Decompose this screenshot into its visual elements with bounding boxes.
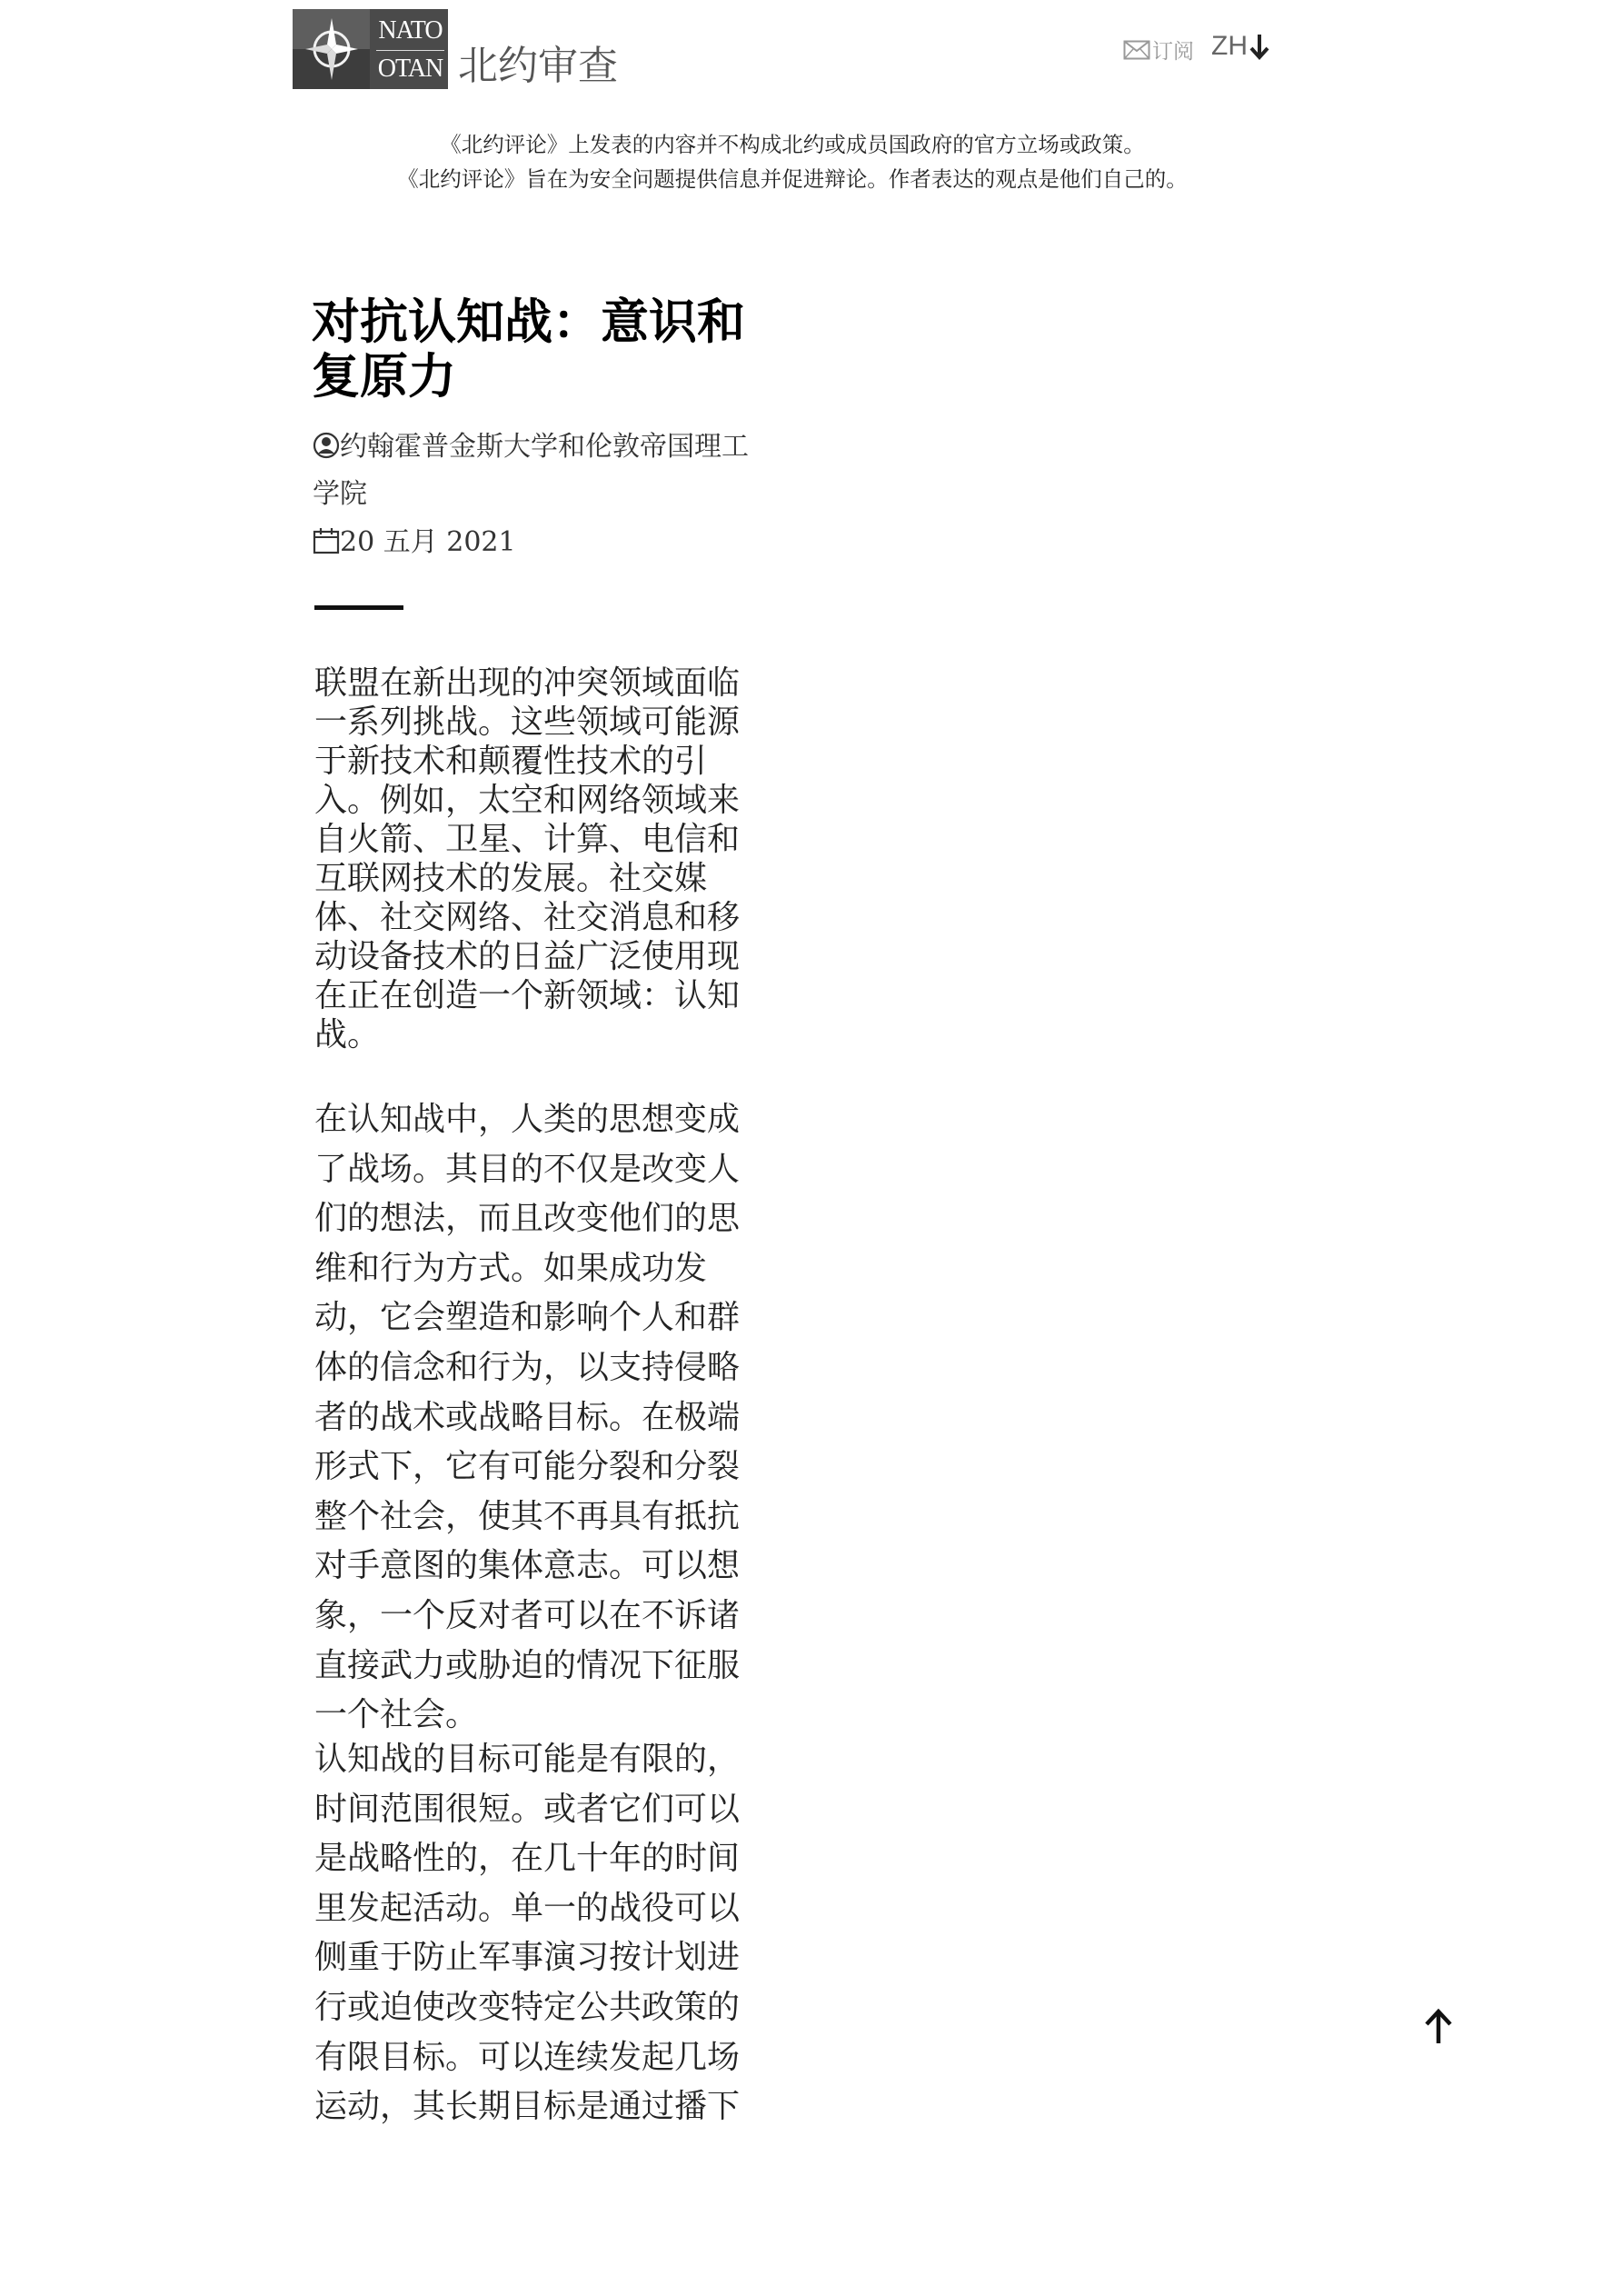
article-author xyxy=(313,424,758,518)
logo-divider xyxy=(376,50,444,51)
disclaimer-line: 《北约评论》上发表的内容并不构成北约或成员国政府的官方立场或政策。 xyxy=(440,132,1145,157)
compass-star-icon xyxy=(304,13,360,85)
logo-text-nato: NATO xyxy=(378,16,443,45)
site-title[interactable]: 北约审查 xyxy=(458,43,618,89)
arrow-up-icon xyxy=(1420,2007,1457,2047)
article-date xyxy=(313,519,516,566)
mail-icon xyxy=(1123,40,1150,60)
language-selector[interactable] xyxy=(1211,31,1269,62)
article-paragraph: 认知战的目标可能是有限的，时间范围很短。或者它们可以是战略性的，在几十年的时间里发起活动。单一的战役可以侧重于防止军事演习按计划进行或迫使改变特定公共政策的有限目标。可以连续发起几场运动，其长期目标是通过播下 xyxy=(314,1741,741,2126)
nato-logo[interactable] xyxy=(293,9,448,89)
user-icon xyxy=(313,432,340,459)
arrow-down-icon xyxy=(1249,33,1269,60)
logo-text-otan: OTAN xyxy=(377,55,443,83)
subscribe-label: 订阅 xyxy=(1152,40,1194,64)
article-paragraph: 在认知战中，人类的思想变成了战场。其目的不仅是改变人们的想法，而且改变他们的思维和行为方式。如果成功发动，它会塑造和影响个人和群体的信念和行为，以支持侵略者的战术或战略目标。在极端形式下，它有可能分裂和分裂整个社会，使其不再具有抵抗对手意图的集体意志。可以想象，一个反对者可以在不诉诸直接武力或胁迫的情况下征服一个社会。 xyxy=(314,1101,741,1734)
date-text: 20 五月 2021 xyxy=(340,526,516,558)
subscribe-link[interactable] xyxy=(1123,35,1194,65)
article-title: 对抗认知战：意识和复原力 xyxy=(312,294,745,404)
article-paragraph: 联盟在新出现的冲突领域面临一系列挑战。这些领域可能源于新技术和颠覆性技术的引入。例如，太空和网络领域来自火箭、卫星、计算、电信和互联网技术的发展。社交媒体、社交网络、社交消息和移动设备技术的日益广泛使用现在正在创造一个新领域：认知战。 xyxy=(314,664,741,1053)
back-to-top-button[interactable] xyxy=(1420,2007,1457,2047)
calendar-icon xyxy=(313,527,340,554)
disclaimer xyxy=(293,127,1292,196)
title-divider xyxy=(314,605,403,610)
author-name: 约翰霍普金斯大学和伦敦帝国理工学院 xyxy=(313,431,749,510)
language-label: ZH xyxy=(1211,31,1248,61)
disclaimer-line: 《北约评论》旨在为安全问题提供信息并促进辩论。作者表达的观点是他们自己的。 xyxy=(397,166,1188,192)
